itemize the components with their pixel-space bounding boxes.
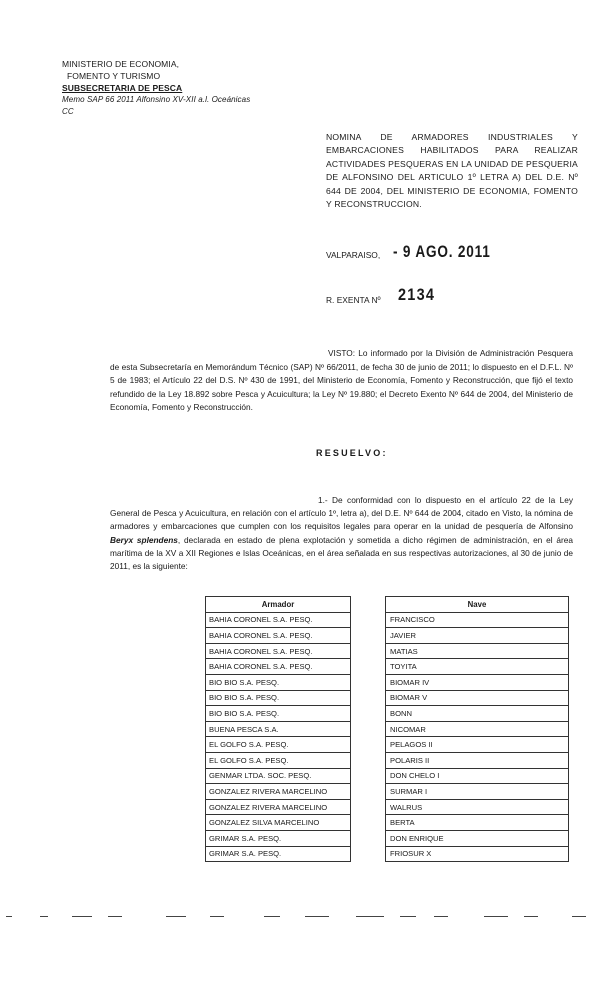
gap-cell	[351, 799, 386, 815]
gap-cell	[351, 628, 386, 644]
place-label: VALPARAISO,	[326, 250, 381, 260]
gap-cell	[351, 815, 386, 831]
nave-cell: MATIAS	[386, 643, 569, 659]
nave-cell: JAVIER	[386, 628, 569, 644]
armador-cell: BIO BIO S.A. PESQ.	[206, 674, 351, 690]
armador-cell: EL GOLFO S.A. PESQ.	[206, 752, 351, 768]
visto-paragraph	[110, 347, 573, 415]
document-title: NOMINA DE ARMADORES INDUSTRIALES Y EMBARCACIONES HABILITADOS PARA REALIZAR ACTIVIDADES PESQUERAS EN LA UNIDAD DE PESQUERIA DE ALFONSINO DEL ARTICULO 1º LETRA A) DEL D.E. Nº 644 DE 2004, DEL MINISTERIO DE ECONOMIA, FOMENTO Y RECONSTRUCCION.	[326, 132, 578, 210]
date-stamp: - 9 AGO. 2011	[393, 242, 491, 261]
table-row	[206, 628, 569, 644]
letterhead	[62, 58, 250, 118]
bottom-dash	[166, 916, 186, 917]
nave-cell: BERTA	[386, 815, 569, 831]
table-row	[206, 706, 569, 722]
table-row	[206, 830, 569, 846]
gap-cell	[351, 690, 386, 706]
header-nave: Nave	[386, 597, 569, 613]
article-1-paragraph	[110, 494, 573, 573]
visto-text: VISTO: Lo informado por la División de Administración Pesquera de esta Subsecretaría en Memorándum Técnico (SAP) Nº 66/2011, de fecha 30 de junio de 2011; lo dispuesto en el D.F.L. Nº 5 de 1983; el Artículo 22 del D.S. Nº 430 de 1991, del Ministerio de Economía, Fomento y Reconstrucción, que fijó el texto refundido de la Ley 18.892 sobre Pesca y Acuicultura; la Ley Nº 19.880; el Decreto Exento Nº 644 de 2004, del Ministerio de Economía, Fomento y Reconstrucción.	[110, 348, 573, 412]
table-row	[206, 612, 569, 628]
nave-cell: TOYITA	[386, 659, 569, 675]
gap-cell	[351, 721, 386, 737]
ministry-line-2: FOMENTO Y TURISMO	[67, 71, 161, 81]
article-1-text-a: 1.- De conformidad con lo dispuesto en el artículo 22 de la Ley General de Pesca y Acuicultura, en relación con el artículo 1º, letra a), del D.E. Nº 644 de 2004, citado en Visto, la nómina de armadores y embarcaciones que cumplen con los requisitos legales para operar en la unidad de pesquería de Alfonsino	[110, 495, 573, 532]
gap-cell	[351, 830, 386, 846]
armador-cell: GRIMAR S.A. PESQ.	[206, 846, 351, 862]
bottom-dash	[305, 916, 329, 917]
bottom-dash	[356, 916, 384, 917]
armadores-table	[205, 596, 569, 862]
nave-cell: BIOMAR V	[386, 690, 569, 706]
bottom-dash	[400, 916, 416, 917]
armador-cell: BAHIA CORONEL S.A. PESQ.	[206, 612, 351, 628]
bottom-dash	[210, 916, 224, 917]
gap-cell	[351, 612, 386, 628]
table-row	[206, 768, 569, 784]
gap-cell	[351, 706, 386, 722]
nave-cell: WALRUS	[386, 799, 569, 815]
bottom-dash	[72, 916, 92, 917]
memo-reference: Memo SAP 66 2011 Alfonsino XV-XII a.l. Oceánicas	[62, 95, 251, 104]
table-header-row	[206, 597, 569, 613]
table-row	[206, 799, 569, 815]
table-row	[206, 752, 569, 768]
nave-cell: FRANCISCO	[386, 612, 569, 628]
armador-cell: GONZALEZ RIVERA MARCELINO	[206, 784, 351, 800]
cc-mark: CC	[62, 107, 74, 116]
gap-cell	[351, 752, 386, 768]
nave-cell: PELAGOS II	[386, 737, 569, 753]
gap-cell	[351, 737, 386, 753]
ministry-line-1: MINISTERIO DE ECONOMIA,	[62, 59, 180, 69]
gap-cell	[351, 768, 386, 784]
nave-cell: POLARIS II	[386, 752, 569, 768]
table-row	[206, 784, 569, 800]
armador-cell: GRIMAR S.A. PESQ.	[206, 830, 351, 846]
bottom-dash	[484, 916, 508, 917]
table-row	[206, 690, 569, 706]
table-row	[206, 721, 569, 737]
header-armador: Armador	[206, 597, 351, 613]
gap-cell	[351, 674, 386, 690]
nave-cell: DON CHELO I	[386, 768, 569, 784]
armador-cell: BIO BIO S.A. PESQ.	[206, 690, 351, 706]
subsecretaria-name: SUBSECRETARIA DE PESCA	[62, 83, 183, 93]
resolution-label: R. EXENTA Nº	[326, 295, 381, 305]
armador-cell: GENMAR LTDA. SOC. PESQ.	[206, 768, 351, 784]
gap-cell	[351, 784, 386, 800]
nave-cell: DON ENRIQUE	[386, 830, 569, 846]
nave-cell: BONN	[386, 706, 569, 722]
resolution-number: 2134	[398, 285, 436, 304]
bottom-dash	[524, 916, 538, 917]
nave-cell: BIOMAR IV	[386, 674, 569, 690]
table-row	[206, 737, 569, 753]
armador-cell: BIO BIO S.A. PESQ.	[206, 706, 351, 722]
bottom-dash	[40, 916, 48, 917]
bottom-dash	[434, 916, 448, 917]
gap-cell	[351, 846, 386, 862]
bottom-dash	[6, 916, 12, 917]
resuelvo-heading: RESUELVO:	[316, 448, 388, 458]
table-row	[206, 643, 569, 659]
armador-cell: GONZALEZ RIVERA MARCELINO	[206, 799, 351, 815]
armador-cell: BAHIA CORONEL S.A. PESQ.	[206, 643, 351, 659]
nave-cell: FRIOSUR X	[386, 846, 569, 862]
armador-cell: EL GOLFO S.A. PESQ.	[206, 737, 351, 753]
gap-cell	[351, 659, 386, 675]
armador-cell: BAHIA CORONEL S.A. PESQ.	[206, 659, 351, 675]
armador-cell: BAHIA CORONEL S.A. PESQ.	[206, 628, 351, 644]
table-row	[206, 674, 569, 690]
armador-cell: GONZALEZ SILVA MARCELINO	[206, 815, 351, 831]
species-name: Beryx splendens	[110, 534, 178, 545]
table-row	[206, 659, 569, 675]
nave-cell: NICOMAR	[386, 721, 569, 737]
bottom-dash	[264, 916, 280, 917]
bottom-dash	[108, 916, 122, 917]
armador-cell: BUENA PESCA S.A.	[206, 721, 351, 737]
table-row	[206, 815, 569, 831]
article-1-text-b: , declarada en estado de plena explotación y sometida a dicho régimen de administración, en el área marítima de la XV a XII Regiones e Islas Oceánicas, en el área señalada en sus respectivas autorizaciones, al 30 de junio de 2011, es la siguiente:	[110, 534, 573, 572]
gap-cell	[351, 643, 386, 659]
header-gap	[351, 597, 386, 613]
bottom-dash	[572, 916, 586, 917]
table-row	[206, 846, 569, 862]
nave-cell: SURMAR I	[386, 784, 569, 800]
